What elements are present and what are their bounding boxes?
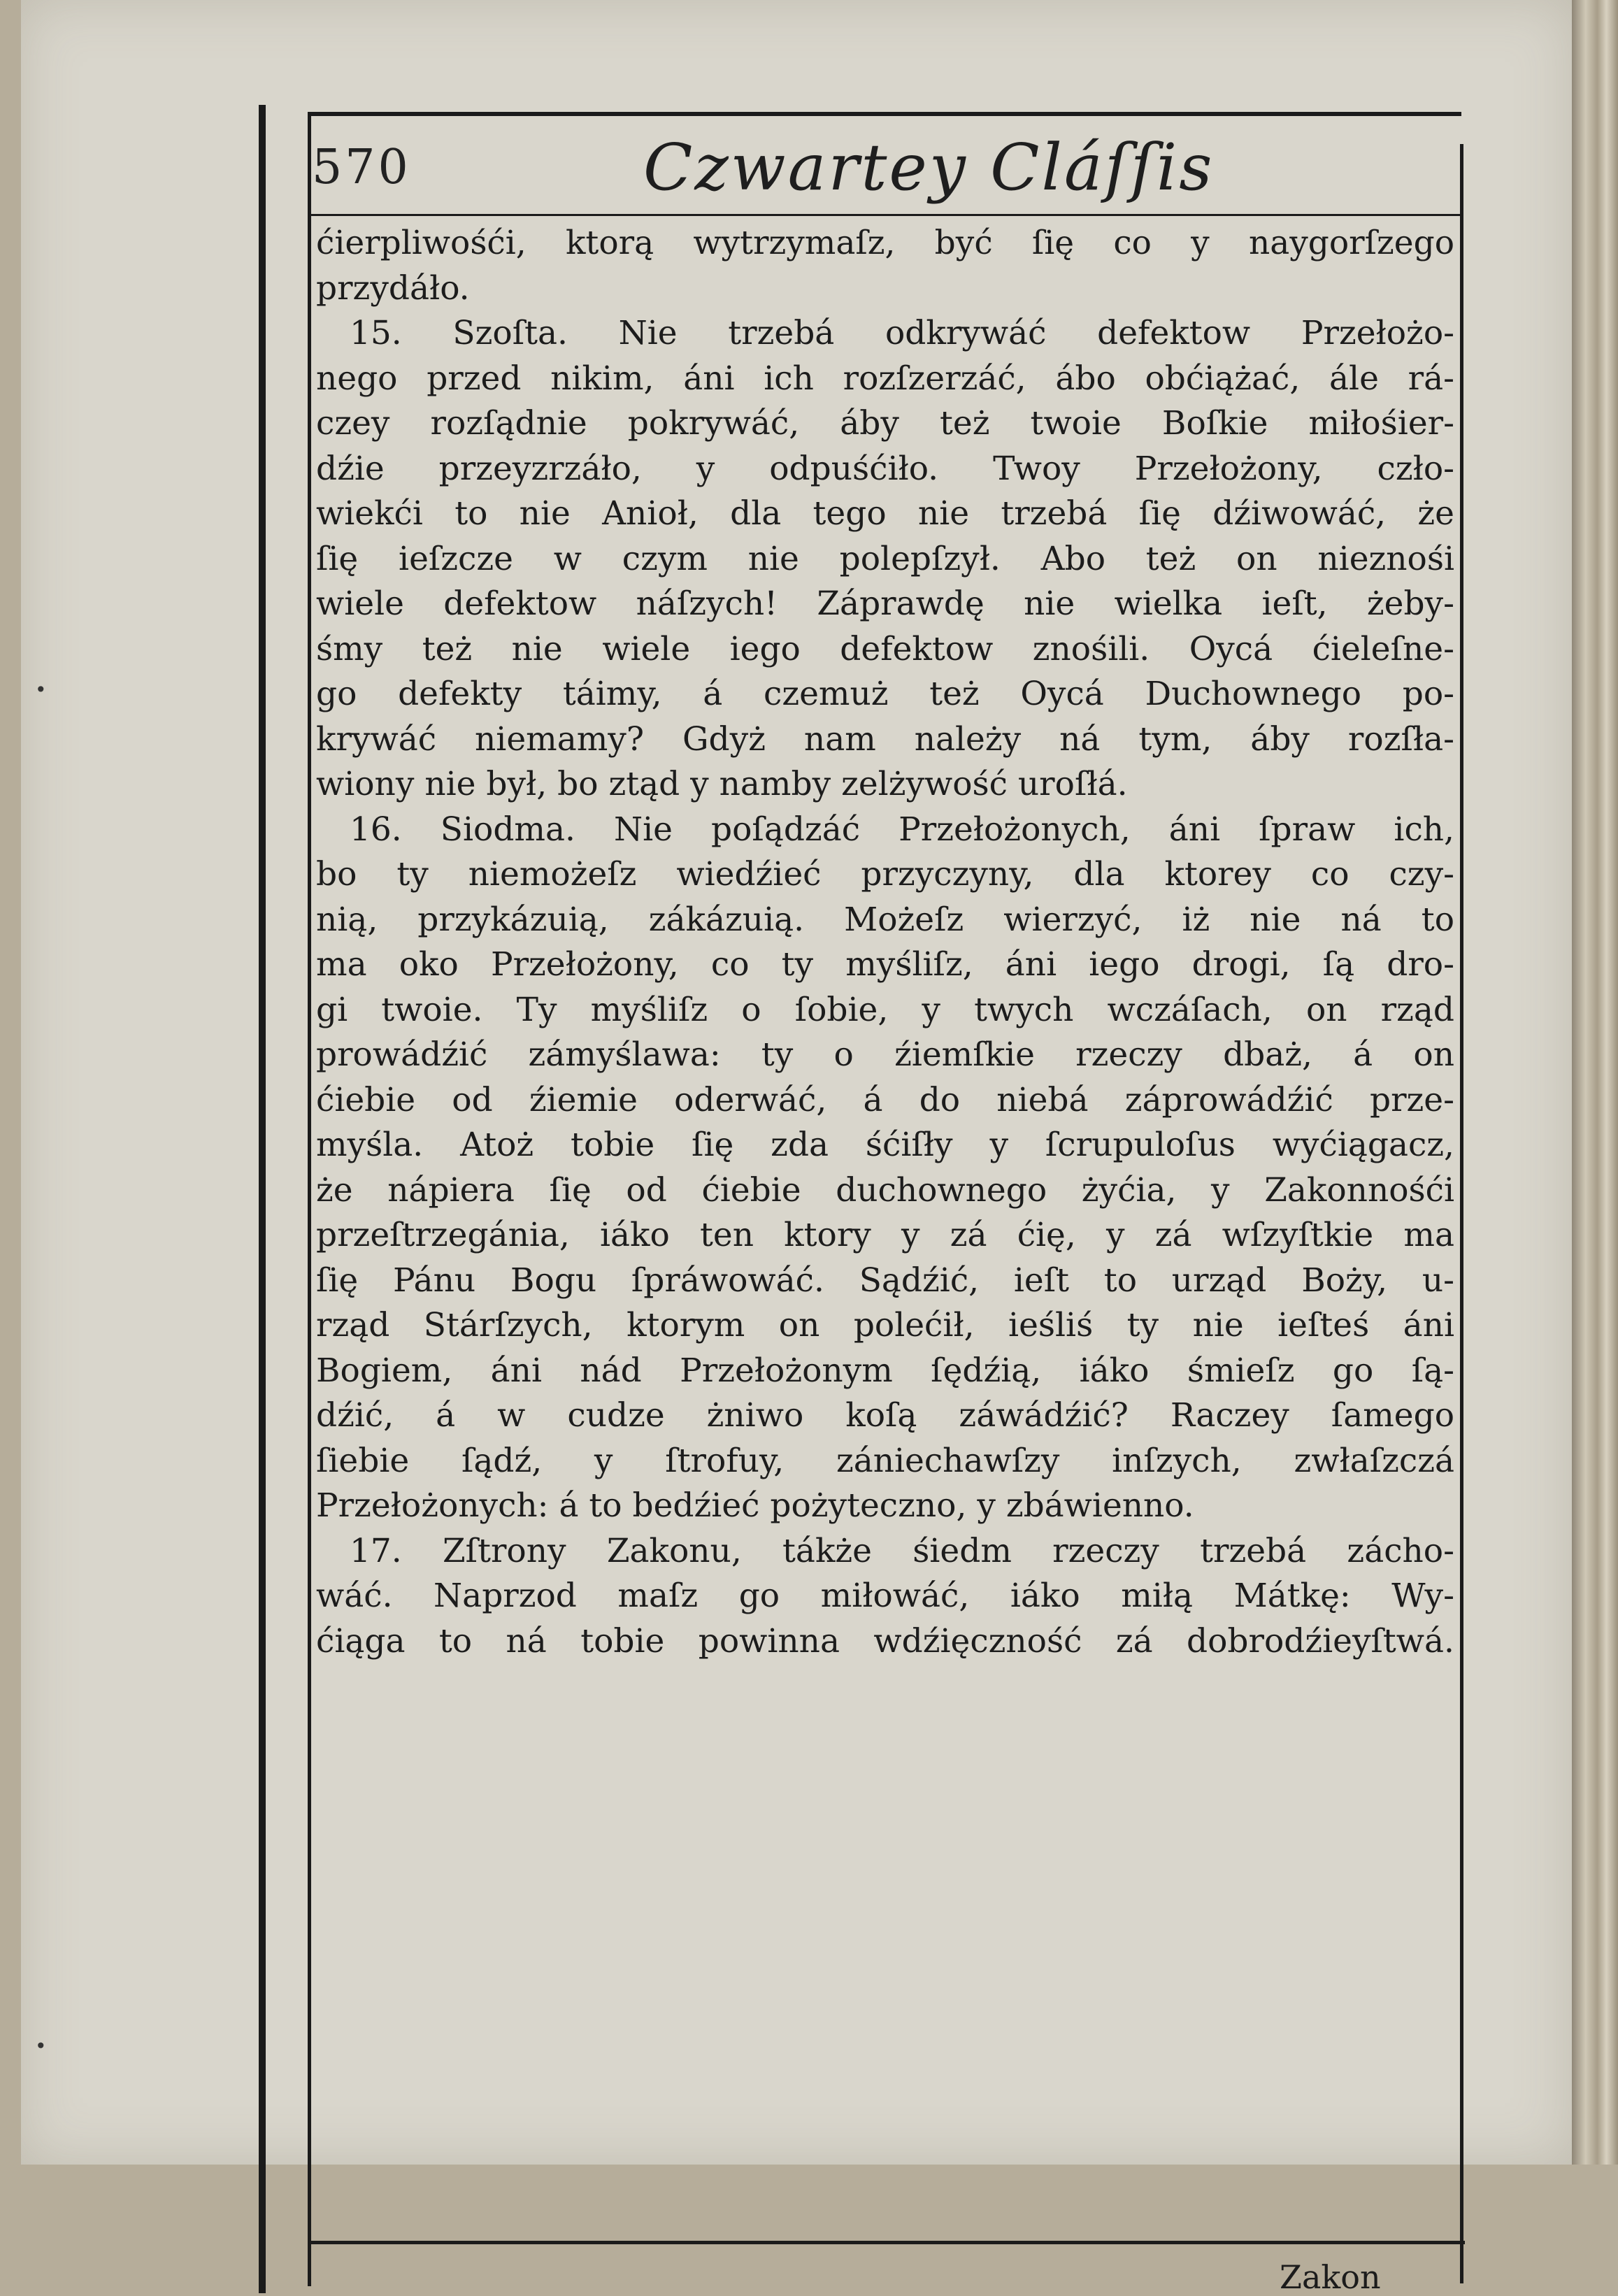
text-line: Bogiem, áni nád Przełożonym ſędźią, iáko śmieſz go ſą-	[316, 1351, 1454, 1390]
bottom-rule	[308, 2241, 1465, 2244]
text-line: ſię ieſzcze w czym nie polepſzył. Abo też on nieznośi	[316, 539, 1454, 578]
text-line: ćierpliwośći, ktorą wytrzymaſz, być ſię co y naygorſzego	[316, 224, 1454, 262]
running-head: Czwartey Cláſſis	[643, 130, 1215, 205]
text-line: go defekty táimy, á czemuż też Oycá Duchownego po-	[316, 675, 1454, 713]
text-line: przydáło.	[316, 268, 470, 308]
text-line: śmy też nie wiele iego defektow znośili. Oycá ćieleſne-	[316, 629, 1454, 668]
text-line: wiele defektow náſzych! Záprawdę nie wielka ieſt, żeby-	[316, 584, 1454, 623]
text-line: bo ty niemożeſz wiedźieć przyczyny, dla ktorey co czy-	[316, 855, 1454, 894]
header-rule	[308, 214, 1461, 216]
text-line: 16. Siodma. Nie poſądzáć Przełożonych, áni ſpraw ich,	[350, 810, 1454, 849]
text-line: ćiąga to ná tobie powinna wdźięczność zá dobrodźieyſtwá.	[316, 1621, 1454, 1660]
page-edge	[1572, 0, 1618, 2165]
outer-rule	[259, 105, 266, 2293]
text-line: nego przed nikim, áni ich rozſzerzáć, ábo obćiążać, ále rá-	[316, 359, 1454, 398]
text-line: że nápiera ſię od ćiebie duchownego żyćia, y Zakonnośći	[316, 1170, 1454, 1210]
page-header	[308, 130, 1461, 214]
text-line: krywáć niemamy? Gdyż nam należy ná tym, áby rozſła-	[316, 719, 1454, 759]
top-rule	[308, 112, 1461, 116]
catchword: Zakon	[1280, 2258, 1381, 2296]
text-line: czey rozſądnie pokrywáć, áby też twoie Boſkie miłośier-	[316, 404, 1454, 443]
text-line: nią, przykázuią, zákázuią. Możeſz wierzyć, iż nie ná to	[316, 900, 1454, 939]
text-line: rząd Stárſzych, ktorym on polećił, ieśliś ty nie ieſteś áni	[316, 1306, 1454, 1344]
text-line: ſię Pánu Bogu ſpráwowáć. Sądźić, ieſt to urząd Boży, u-	[316, 1261, 1454, 1300]
page-number: 570	[312, 140, 411, 195]
body-text	[316, 221, 1454, 1664]
text-line: przeſtrzegánia, iáko ten ktory y zá ćię, y zá wſzyſtkie ma	[316, 1216, 1454, 1254]
text-line: dźie przeyzrzáło, y odpuśćiło. Twoy Przełożony, czło-	[316, 449, 1454, 488]
text-line: dźić, á w cudze żniwo koſą záwádźić? Raczey ſamego	[316, 1396, 1454, 1435]
text-line: ma oko Przełożony, co ty myśliſz, áni iego drogi, ſą dro-	[316, 945, 1454, 984]
text-line: Przełożonych: á to bedźieć pożyteczno, y zbáwienno.	[316, 1486, 1194, 1525]
text-line: myśla. Atoż tobie ſię zda śćiſły y ſcrupuloſus wyćiągacz,	[316, 1126, 1454, 1164]
text-line: wiony nie był, bo ztąd y namby zelżywość uroſłá.	[316, 765, 1128, 803]
book-page	[21, 0, 1572, 2296]
text-line: ćiebie od źiemie oderwáć, á do niebá záprowádźić prze-	[316, 1080, 1454, 1119]
text-line: gi twoie. Ty myśliſz o ſobie, y twych wczáſach, on rząd	[316, 990, 1454, 1029]
text-line: ſiebie ſądź, y ſtrofuy, zániechawſzy inſzych, zwłaſzczá	[316, 1441, 1454, 1480]
right-rule	[1460, 144, 1463, 2283]
margin-mark: •	[35, 2035, 47, 2058]
text-line: 15. Szoſta. Nie trzebá odkrywáć defektow Przełożo-	[350, 314, 1454, 352]
text-line: 17. Zſtrony Zakonu, tákże śiedm rzeczy trzebá zácho-	[350, 1531, 1454, 1570]
left-rule	[308, 112, 311, 2286]
margin-mark: •	[35, 678, 47, 701]
text-frame	[308, 112, 1461, 2296]
text-line: prowádźić zámyślawa: ty o źiemſkie rzeczy dbaż, á on	[316, 1035, 1454, 1074]
text-line: wiekći to nie Anioł, dla tego nie trzebá ſię dźiwowáć, że	[316, 494, 1454, 533]
text-line: wáć. Naprzod maſz go miłowáć, iáko miłą Mátkę: Wy-	[316, 1577, 1454, 1615]
